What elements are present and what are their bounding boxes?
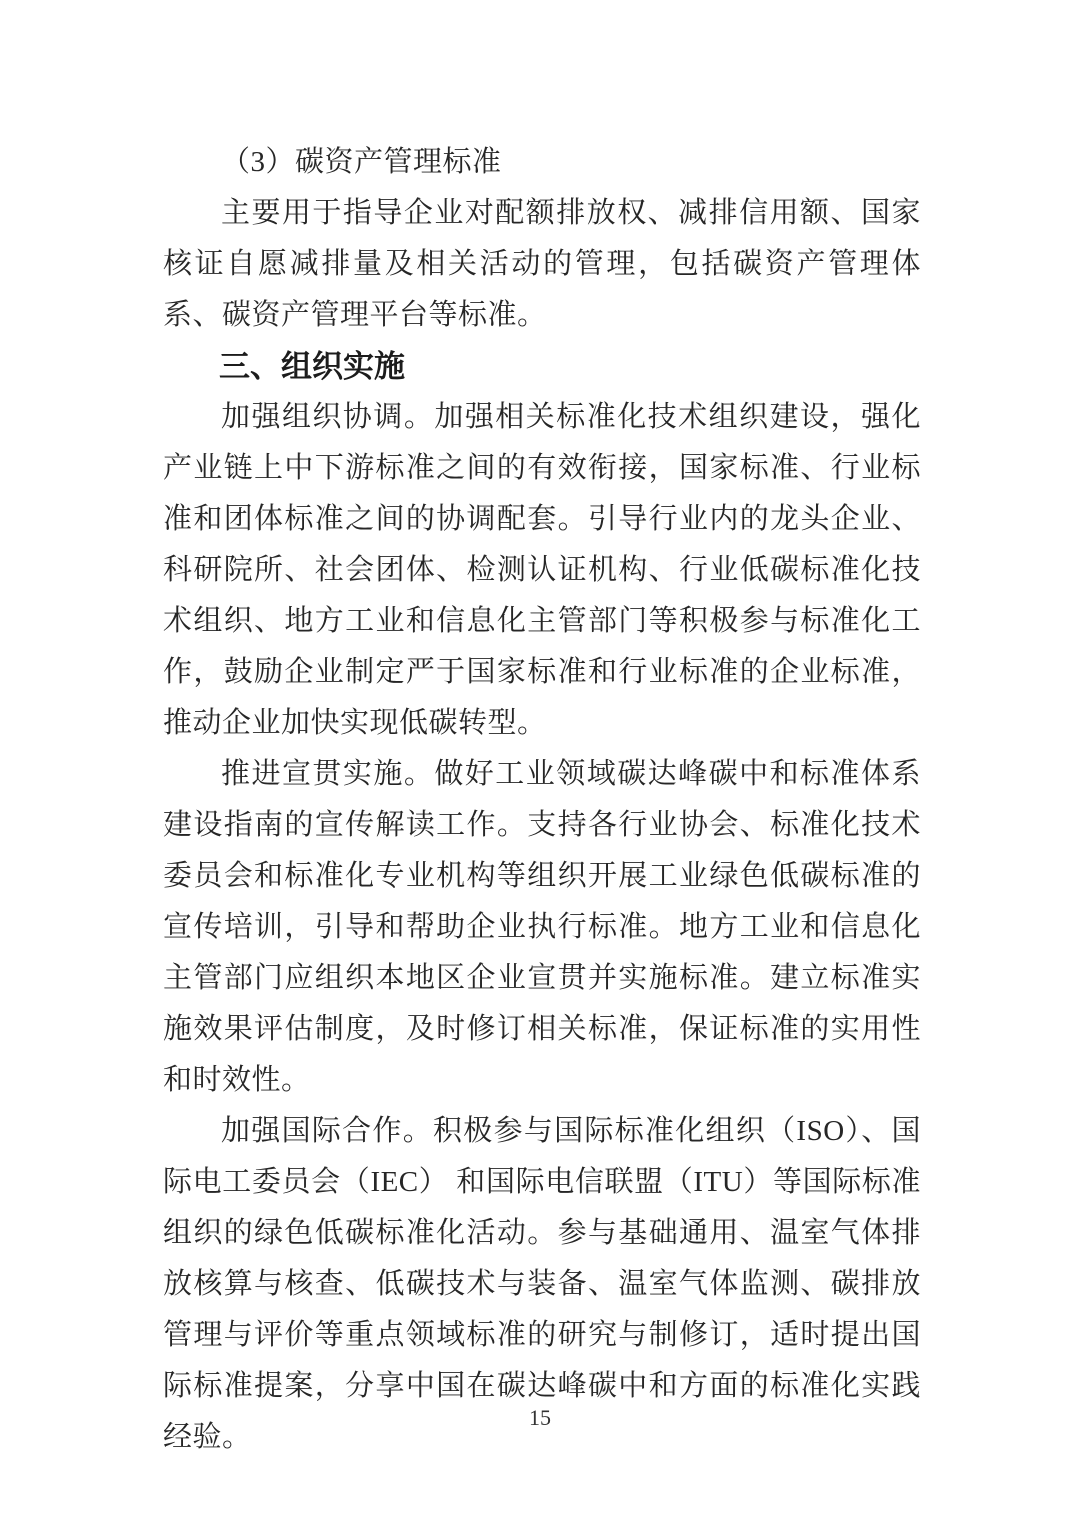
page-number: 15 bbox=[529, 1405, 551, 1430]
paragraph-promote-implementation: 推进宣贯实施。做好工业领域碳达峰碳中和标准体系建设指南的宣传解读工作。支持各行业协会、标准化技术委员会和标准化专业机构等组织开展工业绿色低碳标准的宣传培训，引导和帮助企业执行标准。地方工业和信息化主管部门应组织本地区企业宣贯并实施标准。建立标准实施效果评估制度，及时修订相关标准，保证标准的实用性和时效性。 bbox=[163, 758, 921, 1096]
paragraph-international-cooperation: 加强国际合作。积极参与国际标准化组织（ISO）、国际电工委员会（IEC） 和国际电信联盟（ITU）等国际标准组织的绿色低碳标准化活动。参与基础通用、温室气体排放核算与核查、低碳技术与装备、温室气体监测、碳排放管理与评价等重点领域标准的研究与制修订，适时提出国际标准提案，分享中国在碳达峰碳中和方面的标准化实践经验。 bbox=[163, 1115, 921, 1453]
document-content bbox=[163, 137, 921, 1463]
paragraph-strengthen-coordination: 加强组织协调。加强相关标准化技术组织建设，强化产业链上中下游标准之间的有效衔接，国家标准、行业标准和团体标准之间的协调配套。引导行业内的龙头企业、科研院所、社会团体、检测认证机构、行业低碳标准化技术组织、地方工业和信息化主管部门等积极参与标准化工作，鼓励企业制定严于国家标准和行业标准的企业标准，推动企业加快实现低碳转型。 bbox=[163, 401, 921, 739]
section-heading-organization-implementation: 三、组织实施 bbox=[219, 349, 405, 384]
paragraph-carbon-asset-description: 主要用于指导企业对配额排放权、减排信用额、国家核证自愿减排量及相关活动的管理，包括碳资产管理体系、碳资产管理平台等标准。 bbox=[163, 197, 921, 331]
subheading-carbon-asset-standard: （3）碳资产管理标准 bbox=[221, 146, 502, 178]
